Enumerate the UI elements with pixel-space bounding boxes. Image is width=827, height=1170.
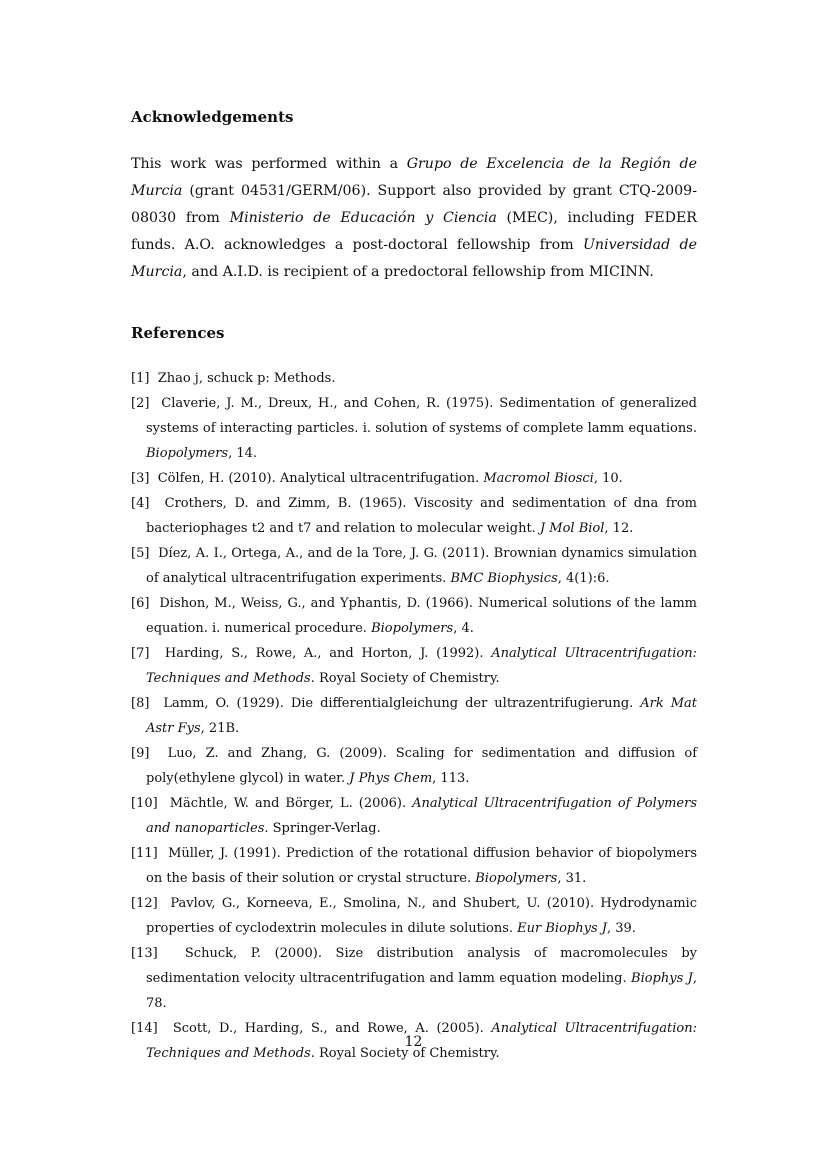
text-segment: , 4(1):6. — [557, 571, 610, 586]
text-segment: Cölfen, H. (2010). Analytical ultracentrifugation. — [157, 471, 484, 486]
reference-number: [2] — [131, 396, 150, 411]
italic-text: J Mol Biol — [539, 521, 605, 536]
reference-item — [131, 366, 697, 391]
italic-text: Analytical Ultracentrifugation of Polymers and nanoparticles — [146, 796, 697, 836]
text-segment: Müller, J. (1991). Prediction of the rotational diffusion behavior of biopolymers on the basis of their solution or crystal structure. — [146, 846, 698, 886]
reference-number: [6] — [131, 596, 150, 611]
references-list — [131, 366, 697, 1066]
reference-item — [131, 891, 697, 941]
italic-text: Macromol Biosci — [483, 471, 594, 486]
reference-number: [8] — [131, 696, 150, 711]
text-segment: Harding, S., Rowe, A., and Horton, J. (1992). — [164, 646, 492, 661]
reference-item — [131, 741, 697, 791]
reference-number: [4] — [131, 496, 150, 511]
text-segment: . Royal Society of Chemistry. — [310, 671, 500, 686]
text-segment: Dishon, M., Weiss, G., and Yphantis, D. (1966). Numerical solutions of the lamm equation. i. numerical procedure. — [146, 596, 698, 636]
italic-text: Biophys J — [631, 971, 693, 986]
text-segment: , and A.I.D. is recipient of a predoctoral fellowship from MICINN. — [182, 264, 654, 280]
text-segment: , 78. — [146, 971, 697, 1011]
reference-item — [131, 841, 697, 891]
reference-number: [5] — [131, 546, 150, 561]
reference-item — [131, 391, 697, 466]
text-segment: , 14. — [228, 446, 258, 461]
reference-item — [131, 591, 697, 641]
text-segment: , 113. — [432, 771, 470, 786]
reference-number: [14] — [131, 1021, 158, 1036]
text-segment: , 39. — [606, 921, 636, 936]
text-segment: , 10. — [593, 471, 623, 486]
reference-number: [10] — [131, 796, 158, 811]
text-segment: , 12. — [604, 521, 634, 536]
reference-number: [12] — [131, 896, 158, 911]
reference-item — [131, 491, 697, 541]
text-segment: (grant 04531/GERM/06). Support also provided by grant CTQ-2009-08030 from — [131, 183, 697, 226]
italic-text: Biopolymers — [146, 446, 229, 461]
text-segment: Schuck, P. (2000). Size distribution analysis of macromolecules by sedimentation velocity ultracentrifugation and lamm equation modeling. — [146, 946, 697, 986]
reference-item — [131, 466, 697, 491]
text-segment: This work was performed within a — [131, 156, 407, 172]
reference-item — [131, 691, 697, 741]
text-segment: Mächtle, W. and Börger, L. (2006). — [169, 796, 413, 811]
reference-item — [131, 791, 697, 841]
reference-item — [131, 541, 697, 591]
reference-number: [3] — [131, 471, 150, 486]
italic-text: Grupo de Excelencia de la Región de Murcia — [131, 156, 697, 199]
text-segment: Luo, Z. and Zhang, G. (2009). Scaling for sedimentation and diffusion of poly(ethylene glycol) in water. — [146, 746, 698, 786]
text-segment: . Springer-Verlag. — [264, 821, 381, 836]
text-segment: , 4. — [453, 621, 474, 636]
reference-number: [7] — [131, 646, 150, 661]
text-segment: Díez, A. I., Ortega, A., and de la Tore, J. G. (2011). Brownian dynamics simulation of analytical ultracentrifugation experiments. — [146, 546, 697, 586]
acknowledgements-paragraph — [131, 151, 697, 286]
acknowledgements-heading: Acknowledgements — [131, 108, 294, 126]
reference-item — [131, 641, 697, 691]
page-number: 12 — [404, 1034, 423, 1050]
italic-text: Biopolymers — [371, 621, 454, 636]
reference-number: [13] — [131, 946, 158, 961]
text-segment: , 21B. — [200, 721, 240, 736]
italic-text: Universidad de Murcia — [131, 237, 697, 280]
reference-number: [11] — [131, 846, 158, 861]
text-segment: Crothers, D. and Zimm, B. (1965). Viscosity and sedimentation of dna from bacteriophages t2 and t7 and relation to molecular weight. — [146, 496, 698, 536]
italic-text: Ministerio de Educación y Ciencia — [229, 210, 497, 226]
italic-text: Biopolymers — [475, 871, 558, 886]
text-segment: Scott, D., Harding, S., and Rowe, A. (2005). — [172, 1021, 492, 1036]
italic-text: Eur Biophys J — [517, 921, 607, 936]
italic-text: Ark Mat Astr Fys — [146, 696, 698, 736]
italic-text: Analytical Ultracentrifugation: Techniques and Methods — [146, 1021, 698, 1061]
text-segment: . Royal Society of Chemistry. — [310, 1046, 500, 1061]
text-segment: (MEC), including FEDER funds. A.O. acknowledges a post-doctoral fellowship from — [131, 210, 697, 253]
text-segment: , 31. — [557, 871, 587, 886]
text-segment: Claverie, J. M., Dreux, H., and Cohen, R. (1975). Sedimentation of generalized systems of interacting particles. i. solution of systems of complete lamm equations. — [146, 396, 698, 436]
text-segment: Pavlov, G., Korneeva, E., Smolina, N., and Shubert, U. (2010). Hydrodynamic properties of cyclodextrin molecules in dilute solutions. — [146, 896, 697, 936]
text-segment: Lamm, O. (1929). Die differentialgleichung der ultrazentrifugierung. — [163, 696, 641, 711]
reference-number: [1] — [131, 371, 150, 386]
italic-text: Analytical Ultracentrifugation: Techniques and Methods — [146, 646, 698, 686]
text-segment: Zhao j, schuck p: Methods. — [157, 371, 336, 386]
reference-item — [131, 941, 697, 1016]
references-heading: References — [131, 324, 225, 342]
italic-text: J Phys Chem — [349, 771, 433, 786]
italic-text: BMC Biophysics — [450, 571, 558, 586]
reference-number: [9] — [131, 746, 150, 761]
